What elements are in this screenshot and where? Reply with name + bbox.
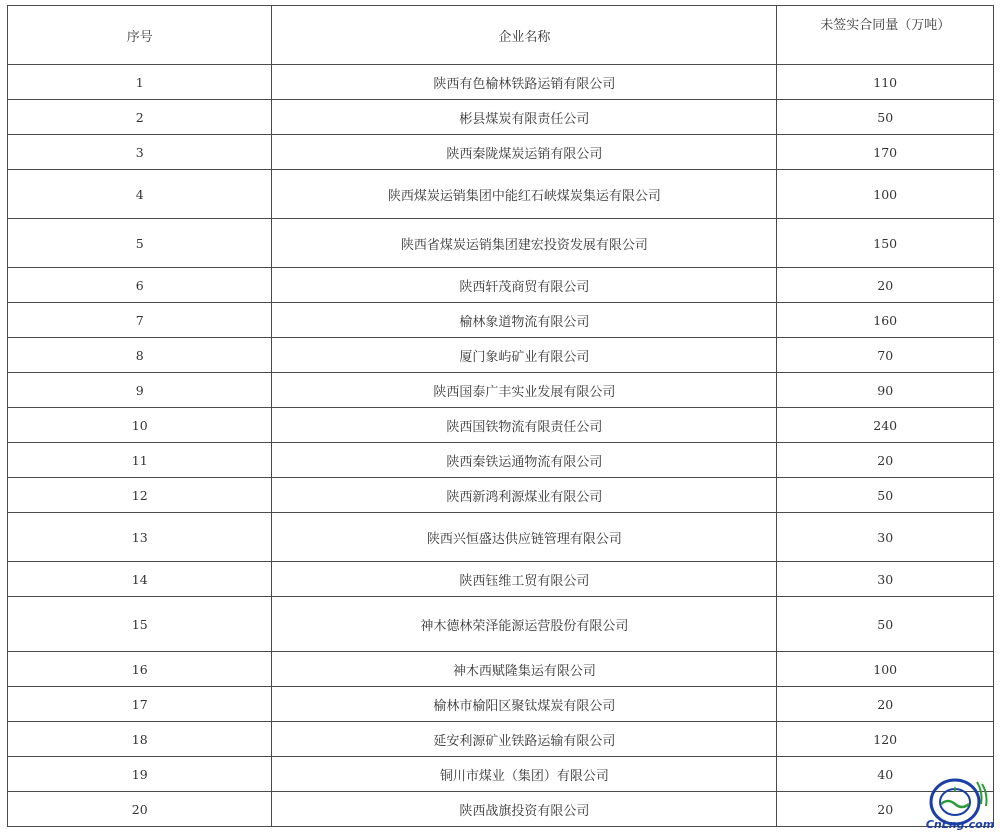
row-company-name: 铜川市煤业（集团）有限公司 bbox=[272, 757, 777, 792]
row-index: 8 bbox=[8, 338, 272, 373]
row-volume: 40 bbox=[777, 757, 994, 792]
row-company-name: 陕西省煤炭运销集团建宏投资发展有限公司 bbox=[272, 219, 777, 268]
row-index: 16 bbox=[8, 652, 272, 687]
row-company-name: 陕西战旗投资有限公司 bbox=[272, 792, 777, 827]
row-index: 12 bbox=[8, 478, 272, 513]
row-index: 6 bbox=[8, 268, 272, 303]
table-row bbox=[8, 478, 994, 513]
row-volume: 20 bbox=[777, 443, 994, 478]
row-volume: 50 bbox=[777, 597, 994, 652]
row-company-name: 彬县煤炭有限责任公司 bbox=[272, 100, 777, 135]
row-volume: 50 bbox=[777, 100, 994, 135]
row-index: 11 bbox=[8, 443, 272, 478]
row-company-name: 陕西煤炭运销集团中能红石峡煤炭集运有限公司 bbox=[272, 170, 777, 219]
table-row bbox=[8, 597, 994, 652]
row-company-name: 榆林市榆阳区聚钛煤炭有限公司 bbox=[272, 687, 777, 722]
row-index: 17 bbox=[8, 687, 272, 722]
row-company-name: 厦门象屿矿业有限公司 bbox=[272, 338, 777, 373]
table-row bbox=[8, 338, 994, 373]
row-volume: 70 bbox=[777, 338, 994, 373]
table-row bbox=[8, 652, 994, 687]
row-index: 9 bbox=[8, 373, 272, 408]
cnlng-watermark bbox=[925, 774, 995, 830]
table-row bbox=[8, 135, 994, 170]
row-company-name: 神木西赋隆集运有限公司 bbox=[272, 652, 777, 687]
row-volume: 20 bbox=[777, 687, 994, 722]
row-index: 13 bbox=[8, 513, 272, 562]
table-row bbox=[8, 562, 994, 597]
row-company-name: 榆林象道物流有限公司 bbox=[272, 303, 777, 338]
header-company-name: 企业名称 bbox=[272, 6, 777, 65]
row-company-name: 陕西有色榆林铁路运销有限公司 bbox=[272, 65, 777, 100]
row-index: 19 bbox=[8, 757, 272, 792]
row-index: 1 bbox=[8, 65, 272, 100]
table-row bbox=[8, 219, 994, 268]
table-row bbox=[8, 268, 994, 303]
table-row bbox=[8, 513, 994, 562]
table-row bbox=[8, 722, 994, 757]
row-volume: 100 bbox=[777, 652, 994, 687]
row-company-name: 陕西钰维工贸有限公司 bbox=[272, 562, 777, 597]
table-row bbox=[8, 303, 994, 338]
row-company-name: 陕西秦陇煤炭运销有限公司 bbox=[272, 135, 777, 170]
row-company-name: 延安利源矿业铁路运输有限公司 bbox=[272, 722, 777, 757]
table-row bbox=[8, 408, 994, 443]
row-volume: 240 bbox=[777, 408, 994, 443]
row-index: 4 bbox=[8, 170, 272, 219]
row-volume: 50 bbox=[777, 478, 994, 513]
row-volume: 160 bbox=[777, 303, 994, 338]
row-company-name: 陕西秦铁运通物流有限公司 bbox=[272, 443, 777, 478]
row-volume: 100 bbox=[777, 170, 994, 219]
header-index: 序号 bbox=[8, 6, 272, 65]
row-index: 5 bbox=[8, 219, 272, 268]
row-volume: 20 bbox=[777, 792, 994, 827]
row-index: 18 bbox=[8, 722, 272, 757]
row-index: 15 bbox=[8, 597, 272, 652]
table-row bbox=[8, 757, 994, 792]
row-index: 2 bbox=[8, 100, 272, 135]
row-company-name: 陕西新鸿利源煤业有限公司 bbox=[272, 478, 777, 513]
row-volume: 90 bbox=[777, 373, 994, 408]
row-index: 3 bbox=[8, 135, 272, 170]
table-row bbox=[8, 100, 994, 135]
row-company-name: 陕西轩茂商贸有限公司 bbox=[272, 268, 777, 303]
table-row bbox=[8, 373, 994, 408]
table-row bbox=[8, 65, 994, 100]
watermark-text: CnLng.com bbox=[925, 818, 995, 830]
company-table bbox=[7, 5, 994, 827]
row-index: 14 bbox=[8, 562, 272, 597]
table-row bbox=[8, 687, 994, 722]
row-company-name: 神木德林荣泽能源运营股份有限公司 bbox=[272, 597, 777, 652]
row-index: 10 bbox=[8, 408, 272, 443]
row-volume: 20 bbox=[777, 268, 994, 303]
row-volume: 110 bbox=[777, 65, 994, 100]
row-company-name: 陕西国铁物流有限责任公司 bbox=[272, 408, 777, 443]
table-row bbox=[8, 792, 994, 827]
row-volume: 170 bbox=[777, 135, 994, 170]
row-volume: 30 bbox=[777, 513, 994, 562]
row-index: 20 bbox=[8, 792, 272, 827]
row-company-name: 陕西兴恒盛达供应链管理有限公司 bbox=[272, 513, 777, 562]
table-row bbox=[8, 170, 994, 219]
header-row bbox=[8, 6, 994, 65]
row-index: 7 bbox=[8, 303, 272, 338]
row-volume: 30 bbox=[777, 562, 994, 597]
cnlng-logo-icon bbox=[925, 774, 995, 830]
row-volume: 150 bbox=[777, 219, 994, 268]
row-volume: 120 bbox=[777, 722, 994, 757]
header-unsigned-volume: 未签实合同量（万吨） bbox=[777, 6, 994, 65]
table-row bbox=[8, 443, 994, 478]
row-company-name: 陕西国泰广丰实业发展有限公司 bbox=[272, 373, 777, 408]
